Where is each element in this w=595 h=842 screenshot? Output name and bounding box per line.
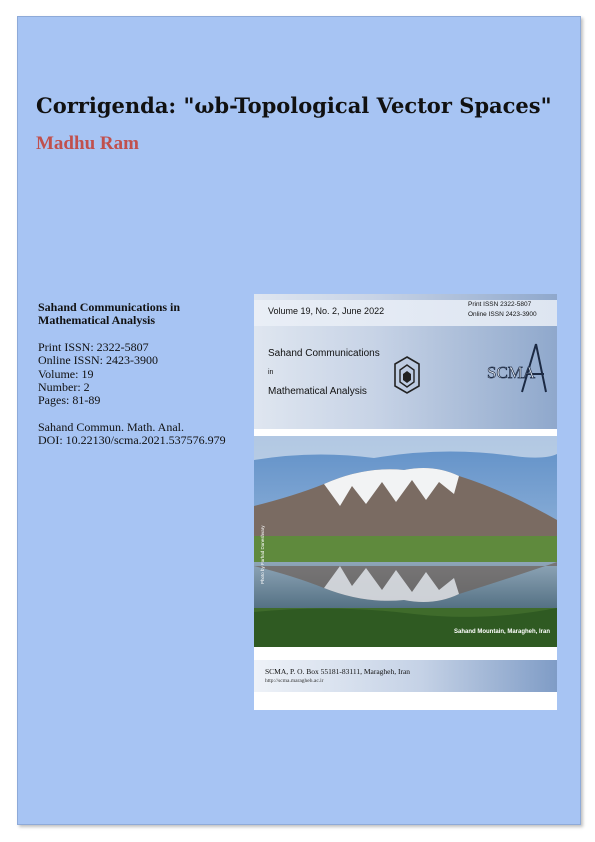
cover-footer-band [254,660,557,692]
mountain-photo [254,436,557,647]
cover-journal-name-2: in [268,369,274,376]
article-author: Madhu Ram [36,133,139,154]
cover-photo-caption: Sahand Mountain, Maragheh, Iran [454,629,551,635]
number: Number: 2 [38,380,90,395]
cover-journal-name-1: Sahand Communications [268,348,380,359]
cover-photo-credit: Photo by Farhad Daneshvary [260,525,265,584]
journal-name-line2: Mathematical Analysis [38,313,155,328]
journal-name-line1: Sahand Communications in [38,300,181,314]
doi: DOI: 10.22130/scma.2021.537576.979 [38,433,226,448]
journal-metadata [38,301,243,448]
cover-print-issn: Print ISSN 2322-5807 [468,301,532,308]
pages: Pages: 81-89 [38,393,101,408]
scma-logo-icon [486,342,548,394]
print-issn: Print ISSN: 2322-5807 [38,339,149,354]
online-issn: Online ISSN: 2423-3900 [38,353,158,368]
volume: Volume: 19 [38,366,94,381]
journal-abbreviation: Sahand Commun. Math. Anal. [38,419,184,434]
cover-address: SCMA, P. O. Box 55181-83111, Maragheh, Iran [265,667,411,676]
scma-logo-text: SCMA [487,363,536,382]
university-crest-icon [394,356,420,394]
cover-url: http://scma.maragheh.ac.ir [265,678,324,684]
article-title: Corrigenda: "ωb-Topological Vector Spaces" [36,93,552,118]
cover-online-issn: Online ISSN 2423-3900 [468,311,537,318]
cover-journal-name-3: Mathematical Analysis [268,386,367,397]
cover-volume-line: Volume 19, No. 2, June 2022 [268,306,385,316]
journal-cover-image [254,294,557,710]
